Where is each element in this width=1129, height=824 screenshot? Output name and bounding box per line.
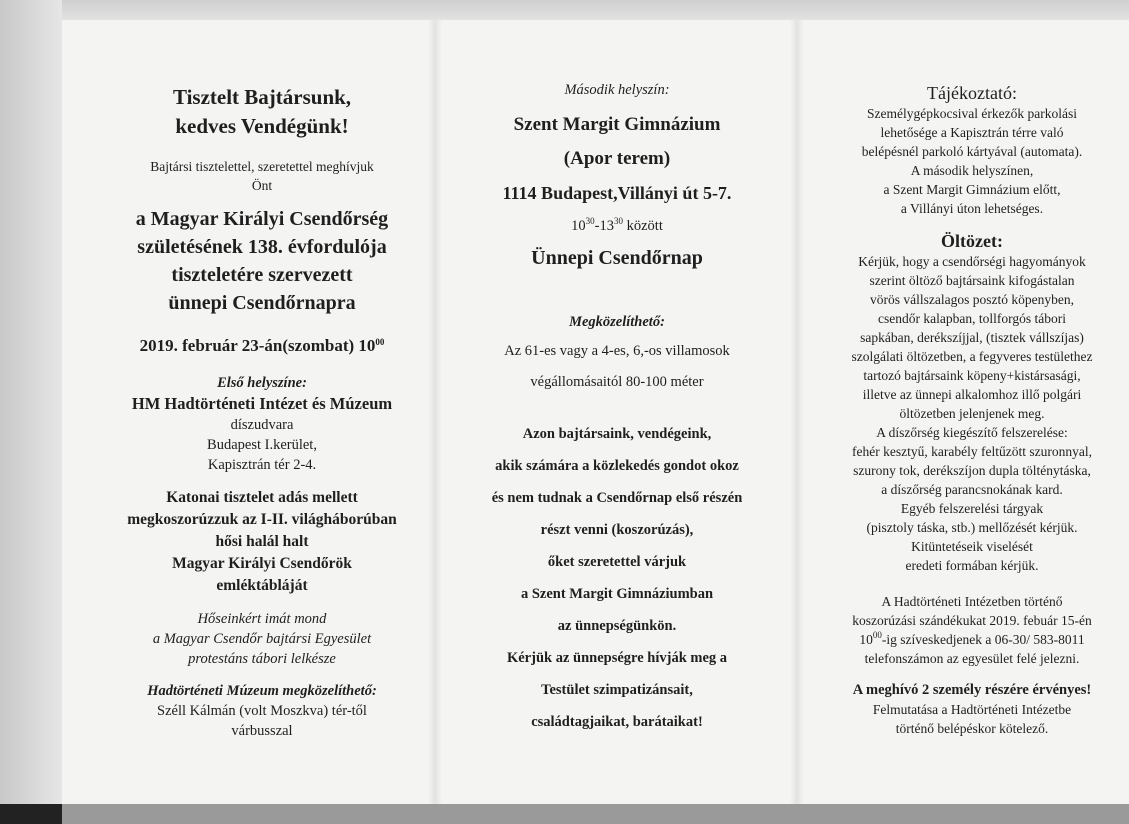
info-title: Tájékoztató: bbox=[927, 83, 1017, 103]
right-panel bbox=[817, 20, 1127, 738]
scan-bottom-corner bbox=[0, 804, 62, 824]
info-line-5: a Szent Margit Gimnázium előtt, bbox=[883, 182, 1061, 197]
message-line-10: családtagjaikat, barátaikat! bbox=[531, 714, 703, 730]
dress-line-3: vörös vállszalagos posztó köpenyben, bbox=[870, 292, 1074, 307]
registration-line-4: telefonszámon az egyesület felé jelezni. bbox=[864, 651, 1080, 666]
dress-line-4: csendőr kalapban, tollforgós tábori bbox=[878, 311, 1066, 326]
fold-line-2 bbox=[790, 20, 804, 804]
event-time: $10^{30}-13^{30}$ között bbox=[571, 216, 663, 234]
scan-top-edge bbox=[0, 0, 1129, 20]
event-line-3: tiszteletére szervezett bbox=[171, 264, 353, 286]
museum-access-label: Hadtörténeti Múzeum megközelíthető: bbox=[147, 683, 377, 699]
venue1-name: HM Hadtörténeti Intézet és Múzeum bbox=[131, 394, 393, 413]
dress-line-15: (pisztoly táska, stb.) mellőzését kérjük. bbox=[866, 520, 1078, 535]
venue2-room: (Apor terem) bbox=[563, 148, 671, 169]
message-line-5: őket szeretettel várjuk bbox=[547, 554, 687, 570]
invite-line-1: Bajtársi tisztelettel, szeretettel meghívjuk bbox=[150, 159, 374, 174]
greeting-line-1: Tisztelt Bajtársunk, bbox=[172, 85, 352, 109]
registration-line-1: A Hadtörténeti Intézetben történő bbox=[881, 594, 1063, 609]
dress-line-1: Kérjük, hogy a csendőrségi hagyományok bbox=[858, 254, 1086, 269]
prayer-line-1: Hőseinkért imát mond bbox=[197, 611, 327, 627]
event-line-4: ünnepi Csendőrnapra bbox=[168, 292, 356, 314]
validity-line-2: Felmutatása a Hadtörténeti Intézetbe bbox=[872, 702, 1072, 717]
info-line-6: a Villányi úton lehetséges. bbox=[900, 201, 1044, 216]
fold-line-1 bbox=[428, 20, 442, 804]
venue2-label: Második helyszín: bbox=[564, 82, 670, 98]
info-line-1: Személygépkocsival érkezők parkolási bbox=[867, 106, 1077, 121]
info-line-4: A második helyszínen, bbox=[910, 163, 1034, 178]
message-line-9: Testület szimpatizánsait, bbox=[541, 682, 693, 698]
dress-line-5: sapkában, derékszíjjal, (tisztek vállszíjas) bbox=[860, 330, 1084, 345]
validity-line-3: történő belépéskor kötelező. bbox=[895, 721, 1049, 736]
ceremony-line-1: Katonai tisztelet adás mellett bbox=[166, 489, 358, 506]
venue1-line-3: Kapisztrán tér 2-4. bbox=[207, 457, 317, 473]
message-line-4: részt venni (koszorúzás), bbox=[540, 522, 694, 538]
message-line-3: és nem tudnak a Csendőrnap első részén bbox=[491, 490, 743, 506]
registration-line-3: $10^{00}-ig$ szíveskedjenek a 06-30/ 583-8011 bbox=[859, 630, 1085, 647]
dress-line-7: tartozó bajtársaink köpeny+kistársasági, bbox=[863, 368, 1081, 383]
dress-line-17: eredeti formában kérjük. bbox=[905, 558, 1039, 573]
invite-line-2: Önt bbox=[251, 178, 273, 193]
event-line-1: a Magyar Királyi Csendőrség bbox=[135, 208, 389, 230]
dress-line-11: fehér kesztyű, karabély feltűzött szuronnyal, bbox=[852, 444, 1092, 459]
validity-note: A meghívó 2 személy részére érvényes! bbox=[852, 682, 1092, 698]
dress-line-16: Kitüntetéseik viselését bbox=[911, 539, 1033, 554]
museum-access-line-2: várbusszal bbox=[231, 723, 293, 739]
prayer-line-3: protestáns tábori lelkésze bbox=[188, 651, 336, 667]
dress-line-6: szolgálati öltözetben, a fegyveres testülethez bbox=[851, 349, 1093, 364]
dress-title: Öltözet: bbox=[941, 231, 1003, 251]
ceremony-line-4: Magyar Királyi Csendőrök bbox=[172, 555, 352, 572]
scan-bottom-edge bbox=[0, 804, 1129, 824]
message-line-2: akik számára a közlekedés gondot okoz bbox=[495, 458, 739, 474]
invitation-sheet bbox=[62, 20, 1129, 804]
dress-line-8: illetve az ünnepi alkalomhoz illő polgári bbox=[862, 387, 1082, 402]
dress-line-14: Egyéb felszerelési tárgyak bbox=[900, 501, 1044, 516]
middle-panel bbox=[467, 20, 767, 732]
venue2-name: Szent Margit Gimnázium bbox=[513, 114, 721, 135]
info-line-2: lehetősége a Kapisztrán térre való bbox=[880, 125, 1064, 140]
venue1-line-2: Budapest I.kerület, bbox=[207, 437, 317, 453]
approach-line-1: Az 61-es vagy a 4-es, 6,-os villamosok bbox=[504, 343, 730, 359]
approach-line-2: végállomásaitól 80-100 méter bbox=[530, 374, 704, 390]
venue1-line-1: díszudvara bbox=[230, 417, 294, 433]
scan-left-edge bbox=[0, 0, 62, 824]
museum-access-line-1: Széll Kálmán (volt Moszkva) tér-től bbox=[157, 703, 367, 719]
venue1-label: Első helyszíne: bbox=[217, 375, 307, 391]
message-line-6: a Szent Margit Gimnáziumban bbox=[520, 586, 714, 602]
left-panel bbox=[112, 20, 412, 741]
message-line-1: Azon bajtársaink, vendégeink, bbox=[522, 426, 712, 442]
dress-line-10: A díszőrség kiegészítő felszerelése: bbox=[876, 425, 1068, 440]
dress-line-13: a díszőrség parancsnokának kard. bbox=[881, 482, 1063, 497]
dress-line-12: szurony tok, derékszíjon dupla tölténytáska, bbox=[853, 463, 1091, 478]
event-date: 2019. február 23-án(szombat) $10^{00}$ bbox=[139, 336, 385, 355]
event-line-2: születésének 138. évfordulója bbox=[137, 236, 387, 258]
message-line-8: Kérjük az ünnepségre hívják meg a bbox=[506, 650, 728, 666]
approach-label: Megközelíthető: bbox=[569, 314, 665, 330]
dress-line-2: szerint öltöző bajtársaink kifogástalan bbox=[869, 273, 1075, 288]
ceremony-line-5: emléktábláját bbox=[216, 577, 308, 594]
greeting-line-2: kedves Vendégünk! bbox=[175, 114, 349, 138]
info-line-3: belépésnél parkoló kártyával (automata). bbox=[861, 144, 1083, 159]
prayer-line-2: a Magyar Csendőr bajtársi Egyesület bbox=[152, 631, 372, 647]
ceremony-line-3: hősi halál halt bbox=[215, 533, 309, 550]
ceremony-line-2: megkoszorúzzuk az I-II. világháborúban bbox=[127, 511, 397, 528]
venue2-address: 1114 Budapest,Villányi út 5-7. bbox=[502, 183, 732, 203]
event-name: Ünnepi Csendőrnap bbox=[531, 247, 703, 269]
dress-line-9: öltözetben jelenjenek meg. bbox=[899, 406, 1045, 421]
message-line-7: az ünnepségünkön. bbox=[557, 618, 677, 634]
registration-line-2: koszorúzási szándékukat 2019. febuár 15-én bbox=[852, 613, 1092, 628]
